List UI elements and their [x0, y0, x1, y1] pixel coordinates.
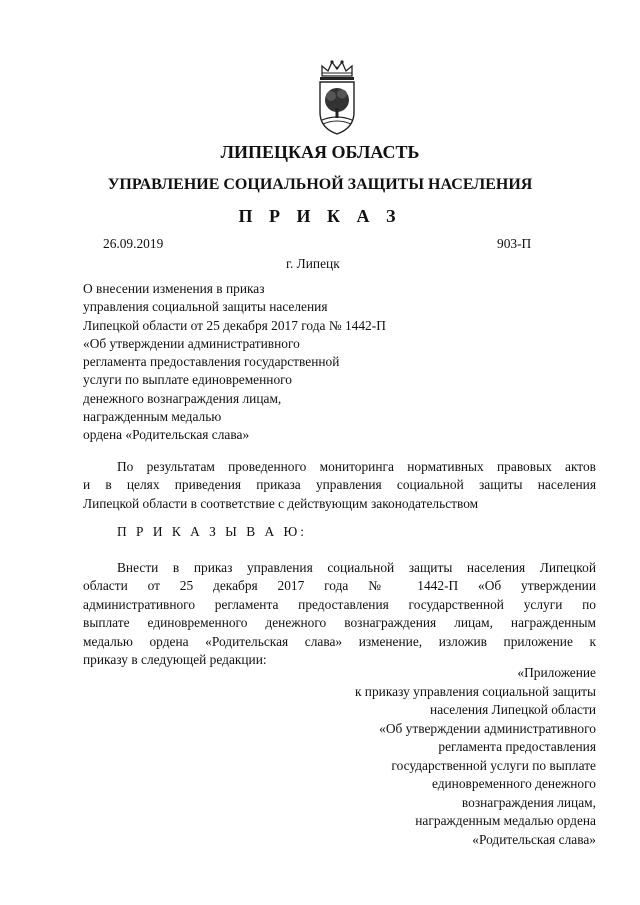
subject-line: Липецкой области от 25 декабря 2017 года № 1442-П: [83, 317, 386, 333]
body-line: области от 25 декабря 2017 года № 1442-П «Об утверждении: [83, 578, 596, 594]
subject-block: [83, 280, 386, 445]
appendix-line: «Приложение: [517, 665, 596, 680]
appendix-line: единовременного денежного: [431, 776, 596, 791]
appendix-line: награжденным медалью ордена: [415, 813, 596, 828]
orders-heading: П Р И К А З Ы В А Ю:: [117, 524, 307, 539]
appendix-line: к приказу управления социальной защиты: [354, 683, 596, 699]
preamble-line: и в целях приведения приказа управления социальной защиты населения: [83, 477, 596, 493]
body-line: приказу в следующей редакции:: [83, 651, 267, 667]
body-line: Внести в приказ управления социальной защиты населения Липецкой: [117, 560, 596, 575]
order-body-paragraph: [83, 559, 596, 669]
appendix-line: населения Липецкой области: [430, 702, 596, 717]
department-heading: УПРАВЛЕНИЕ СОЦИАЛЬНОЙ ЗАЩИТЫ НАСЕЛЕНИЯ: [107, 176, 533, 193]
appendix-block: [355, 664, 596, 849]
subject-line: денежного вознаграждения лицам,: [83, 390, 282, 406]
document-city: г. Липецк: [286, 256, 340, 271]
region-heading: ЛИПЕЦКАЯ ОБЛАСТЬ: [220, 142, 420, 162]
appendix-line: «Родительская слава»: [472, 831, 596, 847]
appendix-line: регламента предоставления: [438, 739, 596, 754]
subject-line: ордена «Родительская слава»: [83, 427, 250, 443]
subject-line: регламента предоставления государственной: [83, 354, 340, 370]
subject-line: О внесении изменения в приказ: [83, 281, 265, 296]
subject-line: услуги по выплате единовременного: [83, 372, 293, 388]
appendix-line: вознаграждения лицам,: [461, 794, 596, 810]
preamble-line: По результатам проведенного мониторинга нормативных правовых актов: [117, 459, 596, 474]
body-line: выплате единовременного денежного вознаграждения лицам, награжденным: [83, 615, 596, 631]
body-line: медалью ордена «Родительская слава» изменение, изложив приложение к: [83, 633, 596, 649]
preamble-line: Липецкой области в соответствие с действующим законодательством: [83, 495, 479, 511]
subject-line: «Об утверждении административного: [83, 335, 300, 351]
document-number: 903-П: [497, 236, 532, 251]
subject-line: награжденным медалью: [83, 409, 222, 425]
coat-of-arms-emblem: [314, 58, 360, 136]
subject-line: управления социальной защиты населения: [83, 299, 328, 315]
body-line: административного регламента предоставления государственной услуги по: [83, 596, 596, 612]
preamble-paragraph: [83, 458, 596, 513]
appendix-line: государственной услуги по выплате: [391, 757, 596, 773]
appendix-line: «Об утверждении административного: [379, 720, 596, 736]
document-type-heading: П Р И К А З: [238, 206, 402, 226]
document-date: 26.09.2019: [103, 236, 164, 251]
